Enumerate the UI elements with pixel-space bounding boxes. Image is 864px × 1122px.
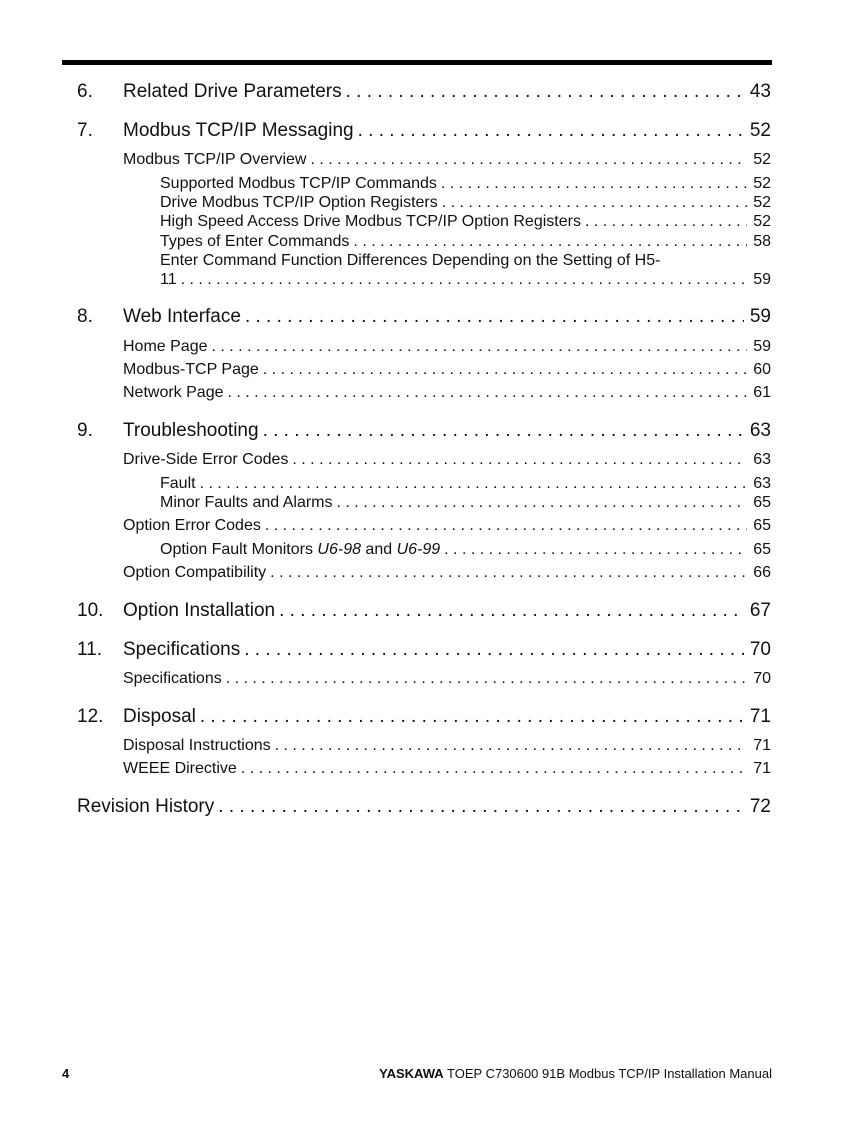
toc-entry-enter-differences-line1[interactable]: Enter Command Function Differences Depending on the Setting of H5- — [160, 252, 661, 269]
dot-leader — [218, 796, 744, 818]
toc-entry-specifications[interactable] — [123, 670, 771, 688]
dot-leader — [346, 81, 744, 103]
entry-title: Disposal Instructions — [123, 737, 271, 754]
section-title: Revision History — [77, 796, 215, 817]
page-number: 71 — [753, 737, 771, 754]
entry-title: Option Compatibility — [123, 564, 267, 581]
toc-section-8[interactable] — [0, 306, 771, 328]
footer-page-number: 4 — [62, 1066, 70, 1081]
page-number: 59 — [753, 338, 771, 355]
toc-entry-fault[interactable] — [160, 475, 771, 493]
toc-section-6[interactable] — [0, 81, 771, 103]
dot-leader — [263, 361, 747, 379]
page-number: 72 — [749, 796, 771, 817]
top-rule — [62, 60, 772, 65]
page-number: 65 — [753, 517, 771, 534]
dot-leader — [200, 706, 744, 728]
page-number: 65 — [753, 494, 771, 511]
page-number: 52 — [753, 213, 771, 230]
dot-leader — [310, 151, 747, 169]
toc-section-7[interactable] — [0, 120, 771, 142]
entry-title: High Speed Access Drive Modbus TCP/IP Option Registers — [160, 213, 581, 230]
dot-leader — [441, 175, 747, 193]
dot-leader — [245, 306, 744, 328]
toc-entry-disposal-instructions[interactable] — [123, 737, 771, 755]
toc-section-9[interactable] — [0, 420, 771, 442]
entry-title: WEEE Directive — [123, 760, 237, 777]
toc-section-11[interactable] — [0, 639, 771, 661]
dot-leader — [270, 564, 747, 582]
footer-manual-name: TOEP C730600 91B Modbus TCP/IP Installation Manual — [443, 1066, 772, 1081]
dot-leader — [181, 271, 748, 289]
page-number: 71 — [753, 760, 771, 777]
page-number: 66 — [753, 564, 771, 581]
section-title: Option Installation — [123, 600, 276, 621]
entry-title: 11 — [160, 271, 177, 288]
page-number: 59 — [753, 271, 771, 288]
entry-title-prefix: Option Fault Monitors — [160, 541, 318, 558]
dot-leader — [353, 233, 747, 251]
page-number: 70 — [753, 670, 771, 687]
section-title: Related Drive Parameters — [123, 81, 342, 102]
toc-entry-option-registers[interactable] — [160, 194, 771, 212]
toc-entry-option-compatibility[interactable] — [123, 564, 771, 582]
toc-entry-option-error-codes[interactable] — [123, 517, 771, 535]
entry-title: Supported Modbus TCP/IP Commands — [160, 175, 437, 192]
toc-entry-fault-monitors[interactable] — [160, 541, 771, 559]
toc-entry-network-page[interactable] — [123, 384, 771, 402]
page-number: 59 — [749, 306, 771, 327]
page-number: 65 — [753, 541, 771, 558]
entry-title: Network Page — [123, 384, 224, 401]
dot-leader — [265, 517, 747, 535]
page-number: 71 — [749, 706, 771, 727]
toc-entry-drive-error-codes[interactable] — [123, 451, 771, 469]
dot-leader — [200, 475, 748, 493]
section-title: Specifications — [123, 639, 241, 660]
toc-entry-modbus-overview[interactable] — [123, 151, 771, 169]
page-number: 61 — [753, 384, 771, 401]
dot-leader — [444, 541, 747, 559]
section-title: Modbus TCP/IP Messaging — [123, 120, 354, 141]
entry-title: Minor Faults and Alarms — [160, 494, 333, 511]
page-number: 70 — [749, 639, 771, 660]
toc-entry-minor-faults[interactable] — [160, 494, 771, 512]
page-number: 52 — [753, 175, 771, 192]
page-number: 60 — [753, 361, 771, 378]
toc-entry-high-speed-registers[interactable] — [160, 213, 771, 231]
page-number: 63 — [753, 475, 771, 492]
page-number: 63 — [749, 420, 771, 441]
entry-title: Option Error Codes — [123, 517, 261, 534]
section-number: 6. — [77, 81, 93, 102]
section-title: Troubleshooting — [123, 420, 259, 441]
section-number: 12. — [77, 706, 104, 727]
section-number: 7. — [77, 120, 93, 141]
page-number: 52 — [753, 194, 771, 211]
monitor-u6-99: U6-99 — [396, 541, 441, 558]
toc-section-10[interactable] — [0, 600, 771, 622]
section-number: 11. — [77, 639, 103, 660]
page-number: 63 — [753, 451, 771, 468]
monitor-u6-98: U6-98 — [317, 541, 361, 558]
entry-title: Drive-Side Error Codes — [123, 451, 289, 468]
page-number: 43 — [749, 81, 771, 102]
entry-title: Modbus-TCP Page — [123, 361, 259, 378]
page-number: 67 — [749, 600, 771, 621]
dot-leader — [212, 338, 748, 356]
entry-title: Home Page — [123, 338, 208, 355]
dot-leader — [275, 737, 748, 755]
toc-entry-home-page[interactable] — [123, 338, 771, 356]
section-number: 10. — [77, 600, 104, 621]
entry-title-and: and — [360, 541, 397, 558]
page-number: 52 — [749, 120, 771, 141]
entry-title: Types of Enter Commands — [160, 233, 350, 250]
dot-leader — [228, 384, 748, 402]
dot-leader — [585, 213, 747, 231]
toc-section-12[interactable] — [0, 706, 771, 728]
page-number: 52 — [753, 151, 771, 168]
toc-entry-modbus-tcp-page[interactable] — [123, 361, 771, 379]
dot-leader — [263, 420, 744, 442]
toc-entry-enter-command-types[interactable] — [160, 233, 771, 251]
entry-title — [160, 541, 440, 559]
toc-entry-enter-differences-line2[interactable] — [160, 271, 771, 289]
dot-leader — [279, 600, 744, 622]
section-number: 9. — [77, 420, 93, 441]
dot-leader — [244, 639, 744, 661]
footer-brand: YASKAWA — [379, 1066, 444, 1081]
section-title: Disposal — [123, 706, 196, 727]
entry-title: Specifications — [123, 670, 222, 687]
page-number: 58 — [753, 233, 771, 250]
section-title: Web Interface — [123, 306, 241, 327]
entry-title: Drive Modbus TCP/IP Option Registers — [160, 194, 438, 211]
dot-leader — [226, 670, 747, 688]
dot-leader — [358, 120, 744, 142]
section-number: 8. — [77, 306, 93, 327]
entry-title: Modbus TCP/IP Overview — [123, 151, 307, 168]
toc-entry-supported-commands[interactable] — [160, 175, 771, 193]
dot-leader — [442, 194, 747, 212]
toc-entry-weee-directive[interactable] — [123, 760, 771, 778]
toc-revision-history[interactable] — [77, 796, 771, 818]
dot-leader — [337, 494, 748, 512]
dot-leader — [241, 760, 747, 778]
footer-manual-title — [379, 1066, 772, 1081]
dot-leader — [292, 451, 747, 469]
entry-title: Fault — [160, 475, 196, 492]
